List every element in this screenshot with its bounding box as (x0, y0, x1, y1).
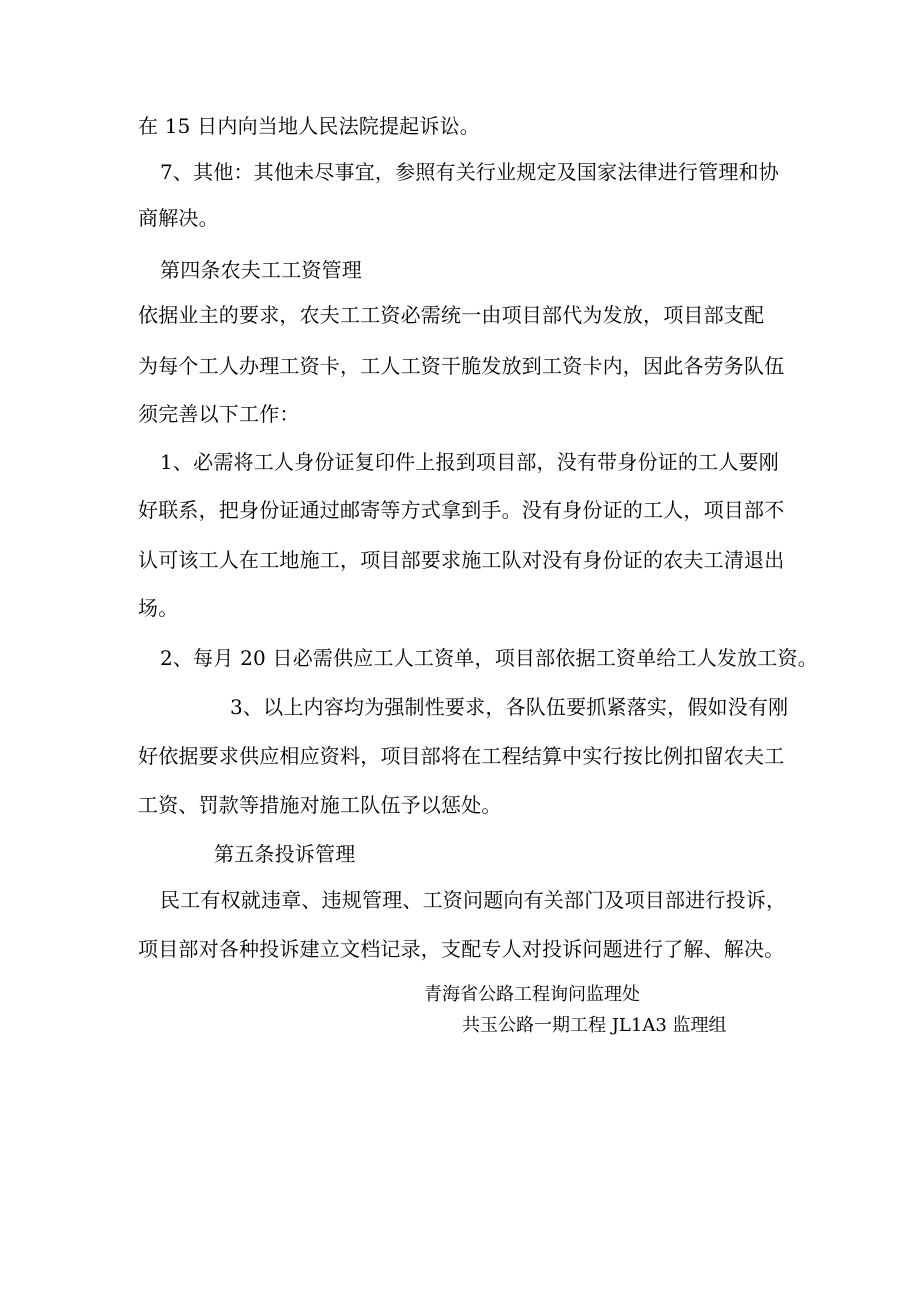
paragraph-line: 商解决。 (138, 206, 219, 230)
paragraph-line: 好联系，把身份证通过邮寄等方式拿到手。没有身份证的工人，项目部不 (138, 498, 785, 522)
paragraph-line: 在 15 日内向当地人民法院提起诉讼。 (138, 114, 480, 138)
section-heading: 第五条投诉管理 (214, 842, 356, 866)
section-heading: 第四条农夫工工资管理 (160, 258, 362, 282)
paragraph-line: 3、以上内容均为强制性要求，各队伍要抓紧落实，假如没有刚 (230, 695, 789, 719)
signature-group: 共玉公路一期工程 JL1A3 监理组 (462, 1015, 727, 1036)
paragraph-line: 认可该工人在工地施工，项目部要求施工队对没有身份证的农夫工清退出 (138, 548, 785, 572)
paragraph-line: 2、每月 20 日必需供应工人工资单，项目部依据工资单给工人发放工资。 (160, 646, 818, 670)
paragraph-line: 1、必需将工人身份证复印件上报到项目部，没有带身份证的工人要刚 (160, 450, 779, 474)
paragraph-line: 为每个工人办理工资卡，工人工资干脆发放到工资卡内，因此各劳务队伍 (138, 354, 785, 378)
paragraph-line: 好依据要求供应相应资料，项目部将在工程结算中实行按比例扣留农夫工 (138, 744, 785, 768)
signature-organization: 青海省公路工程询问监理处 (424, 984, 640, 1005)
paragraph-line: 依据业主的要求，农夫工工资必需统一由项目部代为发放，项目部支配 (138, 303, 765, 327)
paragraph-line: 7、其他：其他未尽事宜，参照有关行业规定及国家法律进行管理和协 (160, 160, 779, 184)
paragraph-line: 项目部对各种投诉建立文档记录，支配专人对投诉问题进行了解、解决。 (138, 937, 785, 961)
paragraph-line: 须完善以下工作： (138, 402, 300, 426)
paragraph-line: 工资、罚款等措施对施工队伍予以惩处。 (138, 793, 502, 817)
paragraph-line: 民工有权就违章、违规管理、工资问题向有关部门及项目部进行投诉， (160, 888, 787, 912)
paragraph-line: 场。 (138, 596, 179, 620)
